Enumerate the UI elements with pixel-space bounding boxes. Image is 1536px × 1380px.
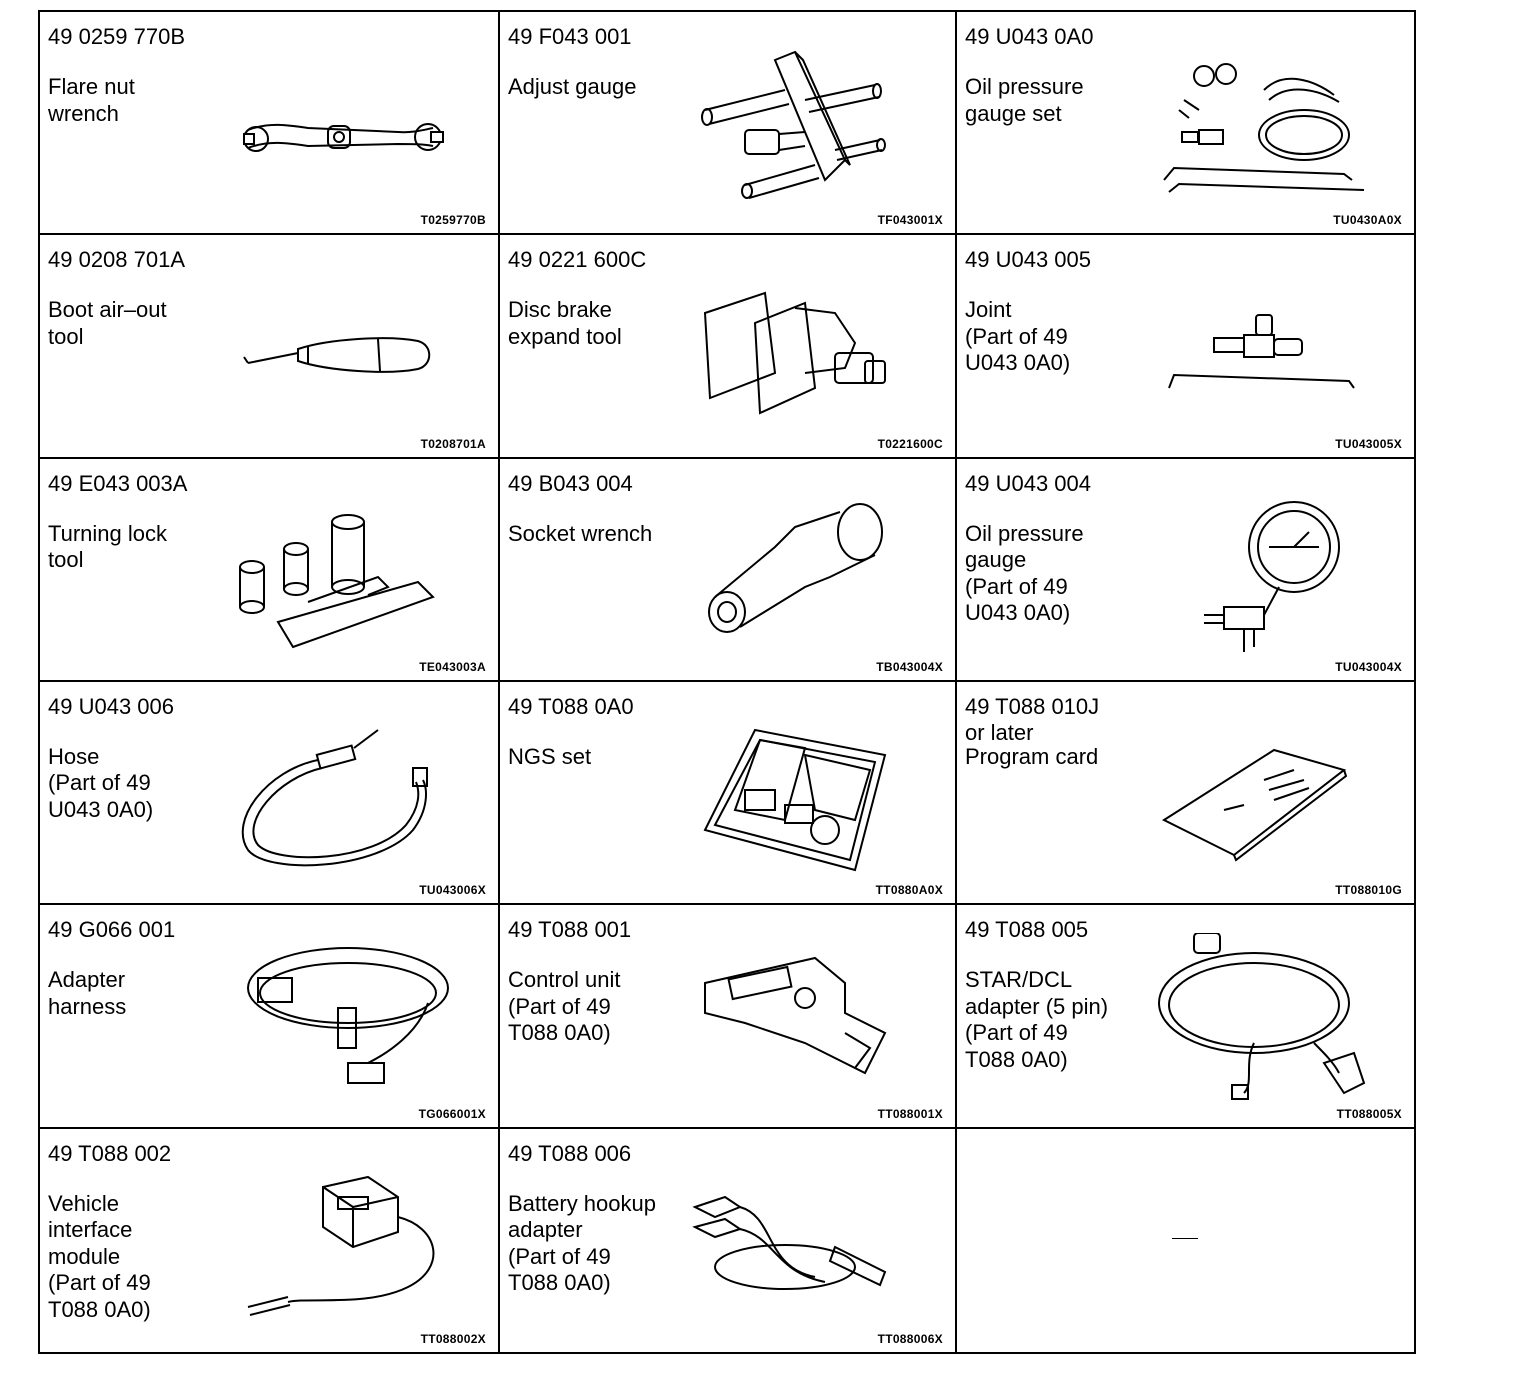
image-code: TT088001X — [877, 1106, 943, 1121]
image-code: TT088005X — [1336, 1106, 1402, 1121]
tool-cell-7 — [40, 459, 500, 682]
image-code: TU0430A0X — [1333, 213, 1402, 228]
special-tools-table — [38, 10, 1416, 1354]
part-number: 49 T088 006 — [508, 1140, 632, 1166]
part-number: 49 F043 001 — [508, 24, 632, 49]
tool-cell-10 — [40, 682, 500, 905]
tool-name: Turning lock tool — [48, 520, 168, 573]
tool-cell-8 — [500, 459, 957, 682]
tool-cell-13 — [40, 905, 500, 1128]
tool-name: Joint (Part of 49 U043 0A0) — [965, 297, 1071, 376]
tool-name: Socket wrench — [508, 520, 653, 546]
program-card-icon — [1144, 710, 1374, 885]
tool-name: Adapter harness — [48, 967, 127, 1019]
oil-pressure-gauge-set-icon — [1144, 40, 1374, 215]
socket-wrench-icon — [685, 487, 915, 662]
disc-brake-expand-tool-icon — [685, 263, 915, 438]
image-code: TT088006X — [877, 1331, 943, 1346]
image-code: TE043003A — [419, 659, 486, 674]
image-code: TU043004X — [1335, 659, 1402, 674]
part-number: 49 0259 770B — [48, 24, 186, 49]
control-unit-icon — [685, 933, 915, 1108]
tool-name: NGS set — [508, 743, 592, 769]
tool-name: STAR/DCL adapter (5 pin) (Part of 49 T088 0A0) — [965, 967, 1109, 1072]
image-code: TB043004X — [876, 659, 943, 674]
tool-cell-3 — [957, 12, 1414, 235]
part-number: 49 U043 004 — [965, 470, 1091, 496]
part-number: 49 0221 600C — [508, 247, 647, 273]
empty-cell — [957, 1129, 1414, 1352]
part-number: 49 B043 004 — [508, 470, 633, 496]
part-number: 49 G066 001 — [48, 917, 176, 943]
image-code: TU043006X — [419, 883, 486, 898]
adjust-gauge-icon — [685, 40, 915, 215]
battery-hookup-adapter-icon — [685, 1157, 915, 1332]
tool-name: Oil pressure gauge (Part of 49 U043 0A0) — [965, 520, 1084, 626]
part-number: 49 0208 701A — [48, 247, 186, 273]
image-code: TU043005X — [1335, 436, 1402, 451]
tool-cell-6 — [957, 235, 1414, 458]
oil-pressure-gauge-icon — [1144, 487, 1374, 662]
joint-icon — [1144, 263, 1374, 438]
adapter-harness-icon — [228, 933, 458, 1108]
part-number: 49 T088 010J or later — [965, 693, 1100, 745]
part-number: 49 T088 005 — [965, 917, 1089, 943]
tool-name: Oil pressure gauge set — [965, 74, 1084, 126]
part-number: 49 T088 001 — [508, 917, 632, 943]
image-code: TT088002X — [420, 1331, 486, 1346]
image-code: TT0880A0X — [875, 883, 943, 898]
image-code: T0208701A — [420, 436, 486, 451]
tool-cell-15 — [957, 905, 1414, 1128]
part-number: 49 U043 006 — [48, 693, 174, 719]
tool-name: Program card — [965, 743, 1099, 769]
vehicle-interface-module-icon — [228, 1157, 458, 1332]
ngs-set-case-icon — [685, 710, 915, 885]
part-number: 49 E043 003A — [48, 470, 188, 496]
tool-cell-16 — [40, 1129, 500, 1352]
tool-cell-2 — [500, 12, 957, 235]
tool-name: Vehicle interface module (Part of 49 T088 0A0) — [48, 1190, 151, 1322]
image-code: TG066001X — [418, 1106, 486, 1121]
tool-name: Boot air–out tool — [48, 297, 167, 349]
tool-cell-5 — [500, 235, 957, 458]
tool-name: Disc brake expand tool — [508, 297, 622, 349]
tool-cell-17 — [500, 1129, 957, 1352]
tool-cell-12 — [957, 682, 1414, 905]
tool-cell-9 — [957, 459, 1414, 682]
turning-lock-tool-icon — [228, 487, 458, 662]
star-dcl-adapter-icon — [1144, 933, 1374, 1108]
tool-cell-4 — [40, 235, 500, 458]
tool-name: Control unit (Part of 49 T088 0A0) — [508, 967, 621, 1046]
stray-mark — [1172, 1238, 1198, 1239]
tool-cell-14 — [500, 905, 957, 1128]
image-code: T0221600C — [877, 436, 943, 451]
part-number: 49 U043 0A0 — [965, 24, 1094, 49]
image-code: T0259770B — [420, 213, 486, 228]
image-code: TF043001X — [877, 213, 943, 228]
tool-name: Battery hookup adapter (Part of 49 T088 0A0) — [508, 1190, 656, 1296]
image-code: TT088010G — [1335, 883, 1402, 898]
tool-cell-11 — [500, 682, 957, 905]
tool-name: Flare nut wrench — [48, 74, 135, 126]
boot-air-out-tool-icon — [228, 263, 458, 438]
tool-name: Adjust gauge — [508, 74, 637, 99]
tool-name: Hose (Part of 49 U043 0A0) — [48, 743, 154, 822]
part-number: 49 T088 0A0 — [508, 693, 634, 719]
hose-icon — [228, 710, 458, 885]
tool-cell-1 — [40, 12, 500, 235]
part-number: 49 U043 005 — [965, 247, 1091, 273]
part-number: 49 T088 002 — [48, 1140, 172, 1166]
flare-nut-wrench-icon — [228, 40, 458, 215]
